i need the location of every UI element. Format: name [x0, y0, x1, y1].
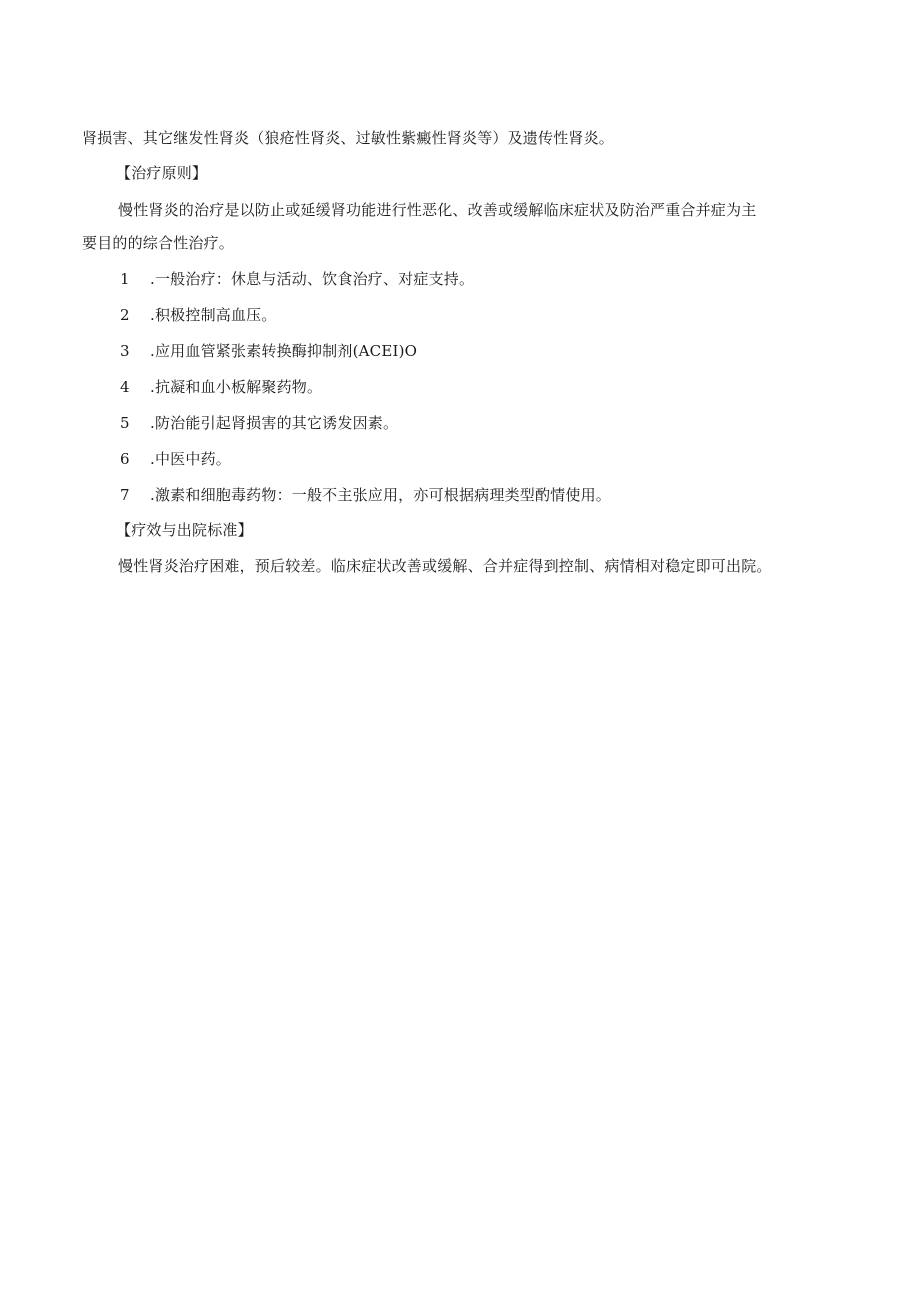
list-item-number: 3: [120, 342, 130, 360]
list-item-number: 7: [120, 486, 130, 504]
list-item-number: 2: [120, 306, 130, 324]
list-item-text: .防治能引起肾损害的其它诱发因素。: [150, 414, 399, 432]
list-item: [120, 341, 417, 361]
list-item: [120, 449, 231, 469]
treatment-intro-line-1: 慢性肾炎的治疗是以防止或延缓肾功能进行性恶化、改善或缓解临床症状及防治严重合并症为主: [118, 201, 757, 219]
list-item-text: .积极控制高血压。: [150, 306, 277, 324]
outcome-text: 慢性肾炎治疗困难，预后较差。临床症状改善或缓解、合并症得到控制、病情相对稳定即可出院。: [118, 557, 772, 575]
list-item-text: .抗凝和血小板解聚药物。: [150, 378, 323, 396]
list-item-number: 1: [120, 270, 130, 288]
treatment-intro-line-2: 要目的的综合性治疗。: [82, 234, 235, 252]
list-item: [120, 269, 474, 289]
list-item: [120, 413, 398, 433]
paragraph-continuation: 肾损害、其它继发性肾炎（狼疮性肾炎、过敏性紫癜性肾炎等）及遗传性肾炎。: [82, 129, 615, 147]
list-item-text: .激素和细胞毒药物：一般不主张应用，亦可根据病理类型酌情使用。: [150, 486, 611, 504]
list-item: [120, 485, 611, 505]
list-item-text: .一般治疗：休息与活动、饮食治疗、对症支持。: [150, 270, 475, 288]
list-item-number: 4: [120, 378, 130, 396]
list-item: [120, 377, 322, 397]
list-item-number: 5: [120, 414, 130, 432]
list-item-text: .应用血管紧张素转换酶抑制剂(ACEI)O: [150, 342, 418, 360]
treatment-heading: 【治疗原则】: [116, 164, 208, 182]
list-item: [120, 305, 277, 325]
list-item-number: 6: [120, 450, 130, 468]
outcome-heading: 【疗效与出院标准】: [116, 521, 253, 539]
list-item-text: .中医中药。: [150, 450, 231, 468]
